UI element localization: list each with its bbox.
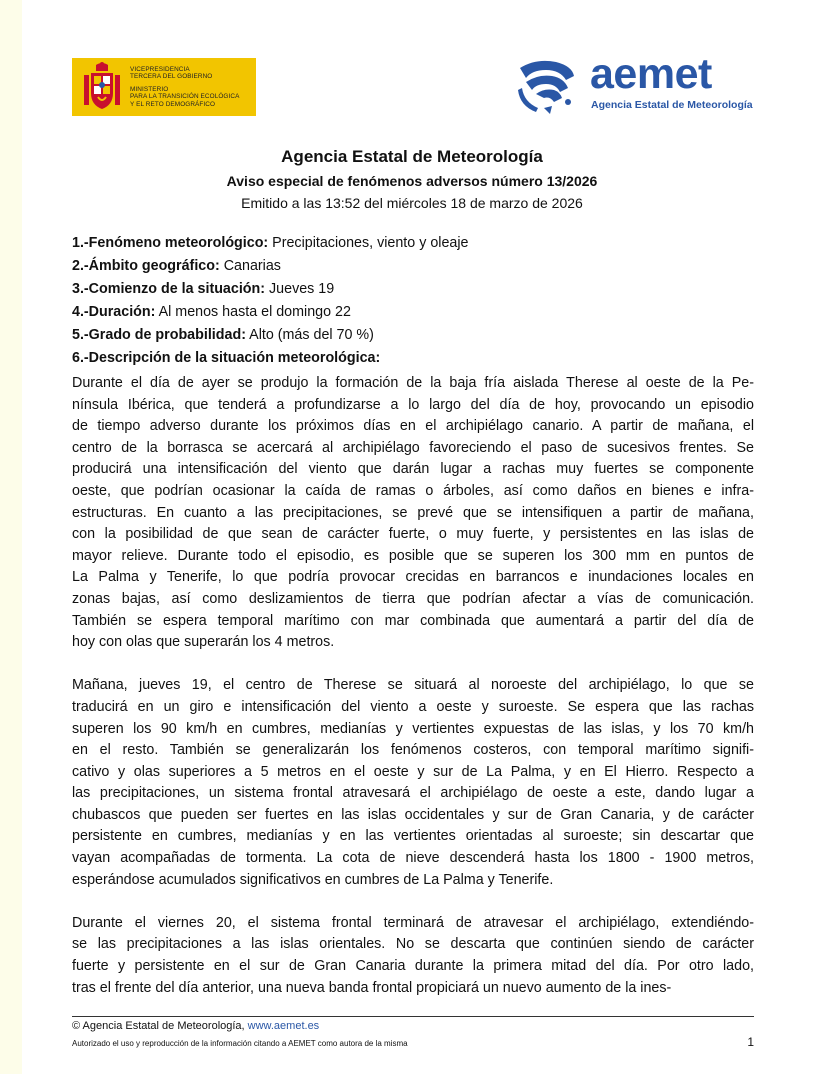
paragraph-line: Durante el día de ayer se produjo la formación de la baja fría aislada Therese al oeste de la Pe- [72, 375, 754, 391]
paragraph-line: persistente en cumbres, medianías y en las vertientes orientadas al suroeste; sin descartar que [72, 828, 754, 845]
document-page [22, 0, 824, 1074]
paragraph-line: estructuras. En cuanto a las precipitaciones, se prevé que se intensifiquen a partir de mañana, [72, 504, 754, 521]
paragraph-line: traducirá en un giro e intensificación del viento a oeste y suroeste. Se espera que las rachas [72, 698, 754, 715]
paragraph-line: vayan acompañadas de tormenta. La cota de nieve descenderá hasta los 1800 - 1900 metros, [72, 850, 754, 867]
aemet-website-link[interactable]: www.aemet.es [247, 1020, 320, 1032]
field-ambito [72, 255, 754, 278]
paragraph-line: de tiempo adverso durante los próximos días en el archipiélago canario. A partir de mañana, el [72, 418, 754, 435]
footer-copyright [72, 1020, 319, 1032]
government-logo [72, 58, 256, 116]
paragraph-line: La Palma y Tenerife, lo que podría provocar crecidas en barrancos e inundaciones locales en [72, 569, 754, 586]
field-label: 3.-Comienzo de la situación: [72, 281, 266, 297]
field-value: Canarias [219, 258, 281, 274]
aemet-wordmark: aemet [590, 50, 712, 98]
paragraph-line: fuerte y persistente en el sur de Gran Canaria durante la primera mitad del día. Por otro lado, [72, 958, 754, 975]
field-comienzo [72, 278, 754, 301]
gov-line: PARA LA TRANSICIÓN ECOLÓGICA [130, 93, 240, 101]
description-paragraph [72, 373, 754, 654]
description-paragraph [72, 913, 754, 999]
paragraph-line: zonas bajas, así como deslizamientos de tierra que podrían afectar a vías de comunicación. [72, 590, 754, 607]
gov-line: TERCERA DEL GOBIERNO [130, 73, 213, 81]
paragraph-line: chubascos que pueden ser fuertes en las islas occidentales y sur de Gran Canaria, y de carácter [72, 806, 754, 823]
footer-authorization: Autorizado el uso y reproducción de la información citando a AEMET como autora de la misma [72, 1039, 408, 1048]
aemet-swirl-icon [516, 58, 580, 116]
aemet-logo [516, 50, 756, 118]
paragraph-line: cativo y olas superiores a 5 metros en el oeste y sur de La Palma, y en El Hierro. Respecto a [72, 763, 754, 780]
copyright-text: © Agencia Estatal de Meteorología, [72, 1020, 248, 1032]
paragraph-line: Mañana, jueves 19, el centro de Therese se situará al noroeste del archipiélago, lo que se [72, 677, 754, 694]
footer-divider [72, 1016, 754, 1017]
paragraph-line: centro de la borrasca se acercará al archipiélago favoreciendo el paso de sucesivos frentes. Se [72, 439, 754, 456]
paragraph-line: oeste, que podrían ocasionar la caída de ramas o árboles, así como daños en bienes e infra- [72, 482, 754, 499]
field-label: 2.-Ámbito geográfico: [72, 258, 220, 274]
field-probabilidad [72, 324, 754, 347]
gov-line: Y EL RETO DEMOGRÁFICO [130, 100, 216, 108]
field-value: Al menos hasta el domingo 22 [155, 304, 351, 320]
field-value: Alto (más del 70 %) [245, 327, 374, 343]
paragraph-line: esperándose acumulados significativos en cumbres de La Palma y Tenerife. [72, 871, 554, 888]
paragraph-line: Durante el viernes 20, el sistema frontal terminará de atravesar el archipiélago, extendiéndo- [72, 914, 754, 931]
government-logo-text [130, 66, 239, 108]
field-label: 6.-Descripción de la situación meteorológica: [72, 350, 381, 366]
paragraph-line: mayor relieve. Durante todo el episodio, es posible que se superen los 300 mm en puntos de [72, 547, 754, 564]
gov-line: MINISTERIO [130, 85, 169, 93]
field-value: Jueves 19 [265, 281, 335, 297]
field-label: 1.-Fenómeno meteorológico: [72, 235, 269, 251]
aviso-title: Aviso especial de fenómenos adversos número 13/2026 [226, 173, 598, 189]
paragraph-line: También se espera temporal marítimo con mar combinada que aumentará a partir del día de [72, 612, 754, 629]
paragraph-line: con la posibilidad de que sean de carácter fuerte, o muy fuerte, y persistentes en las islas de [72, 526, 754, 543]
paragraph-line: hoy con olas que superarán los 4 metros. [72, 634, 335, 651]
field-value: Precipitaciones, viento y oleaje [268, 235, 469, 251]
spanish-coat-of-arms-icon [82, 61, 122, 113]
emitido-line: Emitido a las 13:52 del miércoles 18 de marzo de 2026 [241, 195, 583, 211]
paragraph-line: tras el frente del día anterior, una nueva banda frontal propiciará un nuevo aumento de la ines- [72, 979, 672, 996]
field-fenomeno [72, 232, 754, 255]
paragraph-line: superen los 90 km/h en cumbres, medianías y vertientes expuestas de las islas, y los 70 km/h [72, 720, 754, 737]
description-paragraph [72, 675, 754, 891]
field-duracion [72, 301, 754, 324]
paragraph-line: las precipitaciones, un sistema frontal atravesará el archipiélago de oeste a este, dando lugar a [72, 785, 754, 802]
field-label: 5.-Grado de probabilidad: [72, 327, 246, 343]
aviso-fields [72, 232, 754, 370]
paragraph-line: producirá una intensificación del viento que darán lugar a rachas muy fuertes se componente [72, 461, 754, 478]
agency-title: Agencia Estatal de Meteorología [281, 147, 543, 166]
paragraph-line: en el resto. También se generalizarán los fenómenos costeros, con temporal marítimo signifi- [72, 742, 754, 759]
aemet-subtitle: Agencia Estatal de Meteorología [591, 99, 753, 111]
gov-line: VICEPRESIDENCIA [130, 65, 190, 73]
description-body [72, 373, 754, 1021]
paragraph-line: nínsula Ibérica, que tenderá a profundizarse a lo largo del día de hoy, provocando un episodio [72, 396, 754, 413]
field-descripcion [72, 347, 754, 370]
paragraph-line: se las precipitaciones a las islas orientales. No se descarta que continúen siendo de carácter [72, 936, 754, 953]
field-label: 4.-Duración: [72, 304, 156, 320]
page-number: 1 [747, 1035, 754, 1049]
